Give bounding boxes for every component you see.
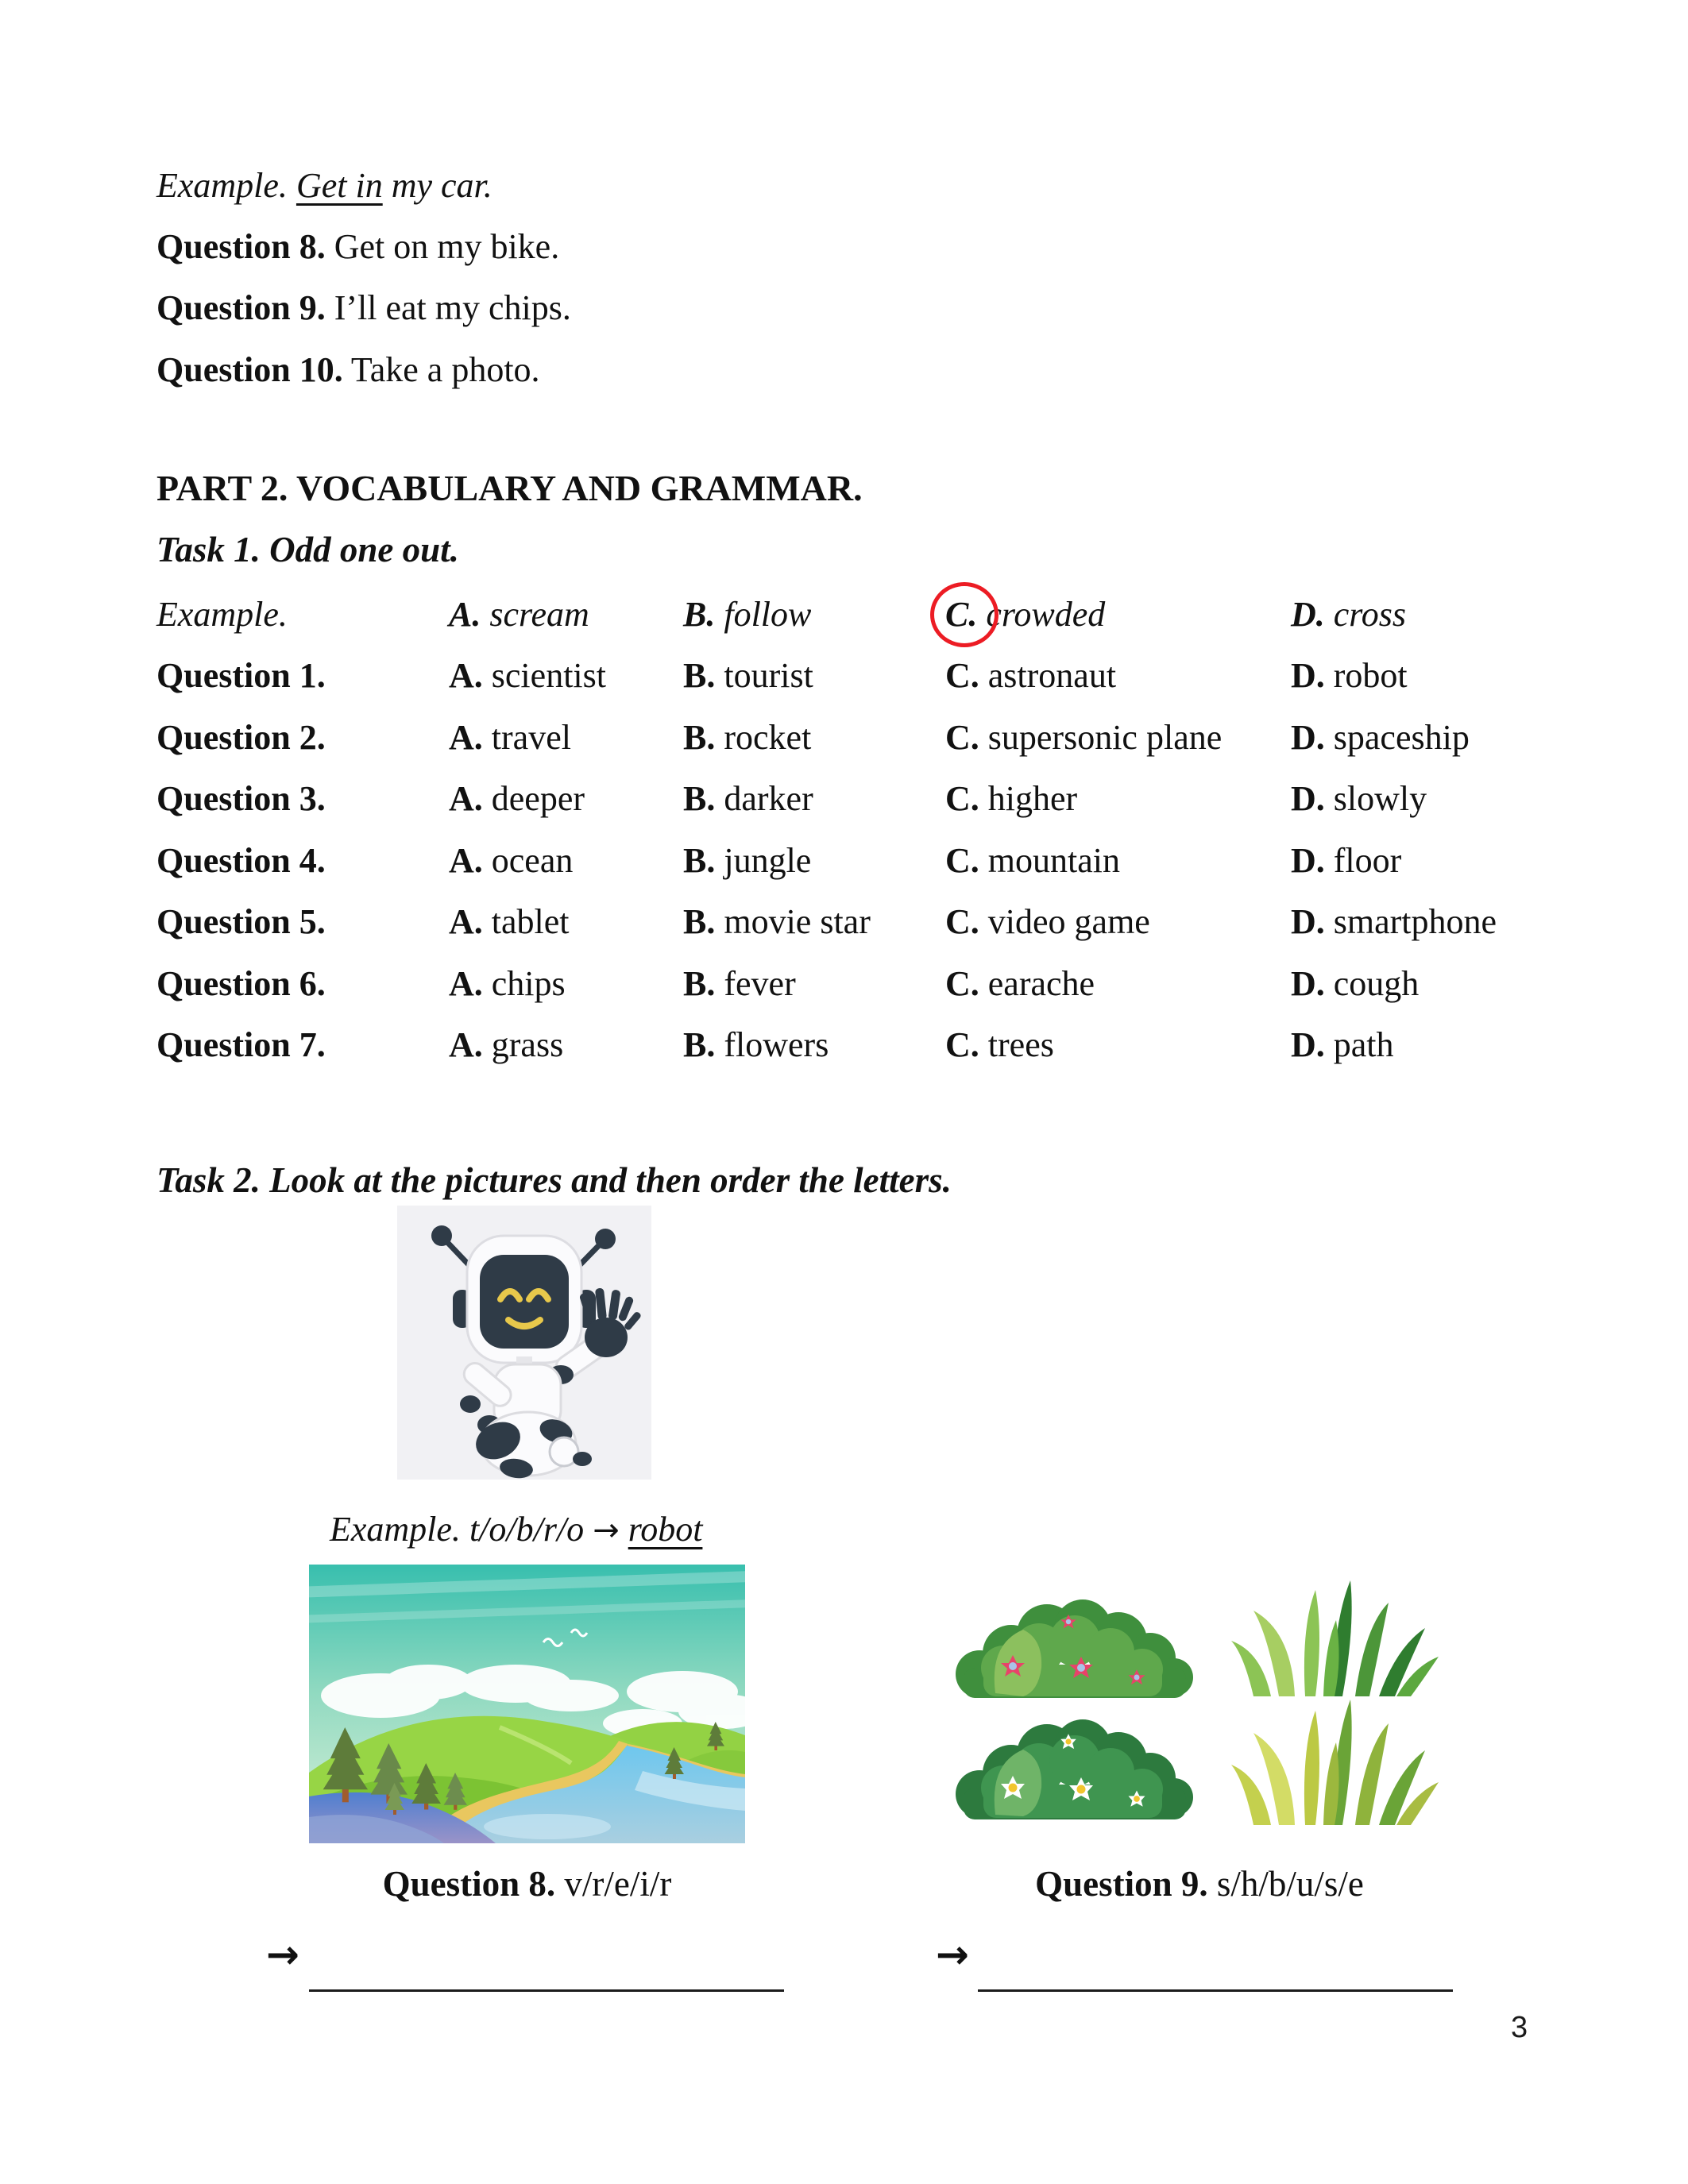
option-a: A. scream [449,595,589,634]
green-grass-tuft-illustration [1230,1579,1440,1698]
option-b: B. flowers [683,1025,829,1064]
option-d: D. path [1291,1025,1394,1064]
task2-question-8-caption [309,1863,745,1904]
row-label: Question 5. [156,902,326,941]
question-letters: v/r/e/i/r [564,1864,672,1904]
listening-question-10 [156,349,540,390]
answer-blank-question-9[interactable] [978,1989,1453,1992]
option-c: C. astronaut [945,656,1117,695]
question-text: Take a photo. [350,350,540,389]
task1-row-4 [0,840,1688,891]
question-label: Question 8. [156,227,326,266]
option-a: A. tablet [449,902,570,941]
row-label: Question 7. [156,1025,326,1064]
option-b: B. tourist [683,656,813,695]
grass-green-image [1230,1579,1440,1698]
task1-example-row [0,594,1688,645]
task2-example-line [330,1509,702,1549]
option-d: D. cough [1291,964,1420,1003]
page-number: 3 [1511,2011,1528,2044]
row-label: Question 1. [156,656,326,695]
example-rest: my car. [391,166,492,205]
option-d: D. smartphone [1291,902,1497,941]
task1-row-3 [0,778,1688,829]
answer-blank-question-8[interactable] [309,1989,784,1992]
question-label: Question 10. [156,350,343,389]
option-a: A. chips [449,964,566,1003]
row-label: Question 4. [156,841,326,880]
option-d: D. slowly [1291,779,1427,818]
yellow-green-grass-tuft-illustration [1230,1698,1440,1827]
option-a: A. travel [449,718,571,757]
arrow-icon: → [266,1931,299,1978]
task1-row-5 [0,901,1688,952]
option-d: D. spaceship [1291,718,1470,757]
option-d: D. cross [1291,595,1407,634]
option-b: B. rocket [683,718,812,757]
bush-white-flowers-image [948,1705,1200,1823]
robot-image [397,1206,651,1480]
arrow-icon: → [936,1931,969,1978]
example-label: Example. [330,1510,461,1549]
option-c-circled: C. crowded [945,594,1105,635]
option-b: B. fever [683,964,796,1003]
option-b: B. follow [683,595,812,634]
bush-with-pink-flowers-illustration [948,1588,1200,1700]
task1-heading: Task 1. Odd one out. [156,530,459,569]
row-label: Question 2. [156,718,326,757]
option-a: A. scientist [449,656,606,695]
question-text: Get on my bike. [334,227,560,266]
question-label: Question 9. [1035,1864,1208,1904]
option-d: D. floor [1291,841,1402,880]
row-label: Question 6. [156,964,326,1003]
example-label: Example. [156,166,288,205]
row-label: Question 3. [156,779,326,818]
option-a: A. deeper [449,779,585,818]
river-image [309,1565,745,1843]
bush-with-white-flowers-illustration [948,1705,1200,1823]
option-b: B. jungle [683,841,812,880]
option-d: D. robot [1291,656,1408,695]
red-circle-annotation [930,582,999,647]
question-label: Question 8. [382,1864,556,1904]
task1-row-1 [0,655,1688,706]
example-answer: robot [628,1510,703,1549]
task2-question-9-caption [921,1863,1477,1904]
listening-question-8 [156,226,559,267]
option-c: C. earache [945,964,1095,1003]
option-c: C. higher [945,779,1078,818]
listening-question-9 [156,287,571,328]
task1-row-6 [0,963,1688,1014]
row-label: Example. [156,595,288,634]
listening-example-line [156,165,492,206]
task1-row-7 [0,1024,1688,1075]
option-c: C. video game [945,902,1150,941]
robot-illustration [397,1206,651,1480]
option-c: C. trees [945,1025,1054,1064]
example-letters: t/o/b/r/o [469,1510,585,1549]
option-b: B. movie star [683,902,871,941]
question-text: I’ll eat my chips. [334,288,571,327]
option-a: A. grass [449,1025,564,1064]
question-label: Question 9. [156,288,326,327]
river-landscape-illustration [309,1565,745,1843]
question-letters: s/h/b/u/s/e [1216,1864,1364,1904]
task1-row-2 [0,717,1688,768]
bush-pink-flowers-image [948,1588,1200,1700]
option-c: C. supersonic plane [945,718,1223,757]
option-c: C. mountain [945,841,1120,880]
arrow-icon: → [593,1512,620,1549]
grass-yellow-image [1230,1698,1440,1827]
task2-heading: Task 2. Look at the pictures and then order the letters. [156,1160,952,1200]
option-b: B. darker [683,779,813,818]
example-underlined-phrase: Get in [295,166,383,205]
option-a: A. ocean [449,841,574,880]
part2-heading: PART 2. VOCABULARY AND GRAMMAR. [156,468,863,508]
